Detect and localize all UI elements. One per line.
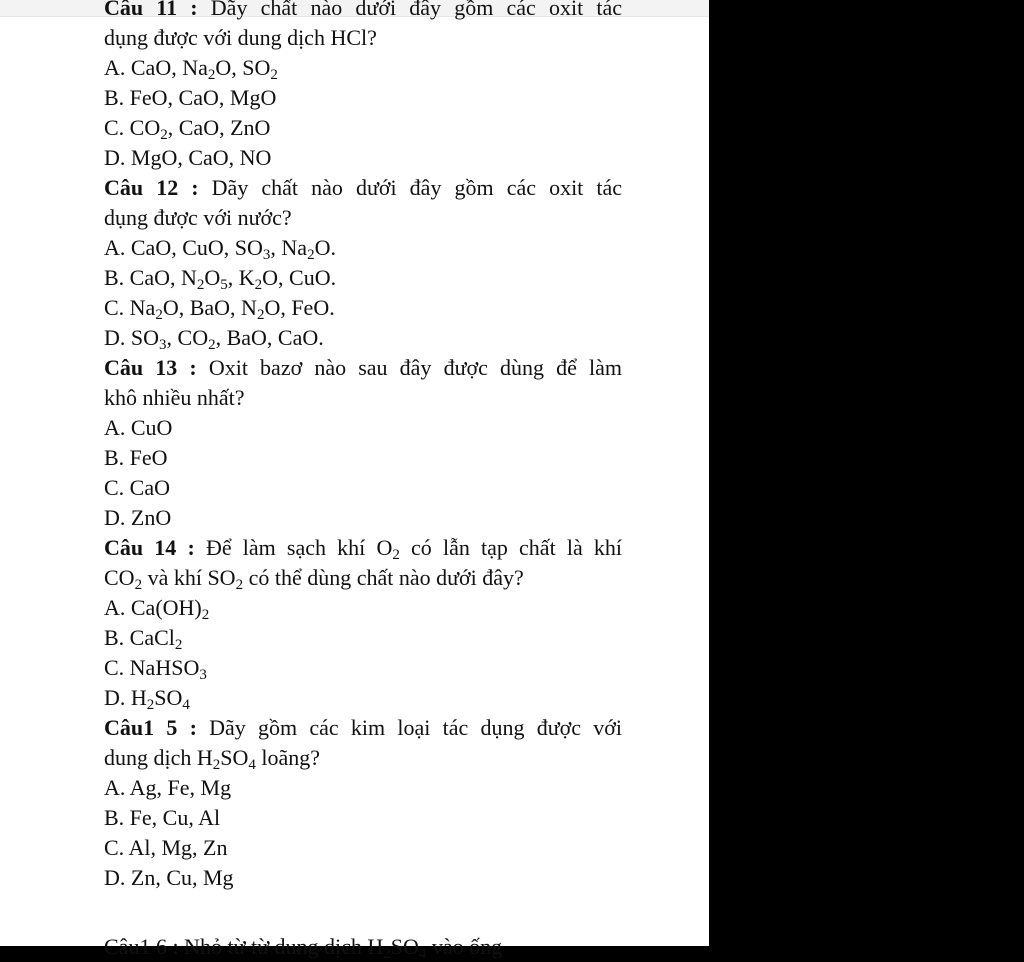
answer-option-c: C. $Na_2O$, BaO, $N_2O$, FeO.	[104, 295, 335, 323]
question-stem-line	[104, 533, 622, 563]
answer-option-a: A. Ag, Fe, Mg	[104, 775, 232, 800]
answer-option-b: B. FeO, CaO, MgO	[104, 85, 277, 110]
question-15	[104, 713, 644, 893]
subscript-digit: 2	[208, 337, 216, 353]
subscript-digit: 3	[262, 247, 271, 263]
answer-option-a: A. CuO	[104, 415, 173, 440]
subscript-digit: 2	[270, 67, 278, 83]
answer-option-c: C. Al, Mg, Zn	[104, 835, 228, 860]
subscript-digit: 2	[134, 577, 143, 593]
subscript-digit: 5	[220, 277, 228, 293]
question-14	[104, 533, 644, 713]
answer-option-d: D. $H_2SO_4$	[104, 685, 190, 713]
subscript-digit: 2	[383, 946, 391, 962]
answer-option-b: B. Fe, Cu, Al	[104, 805, 221, 830]
answer-option-b: B. CaO, $N_2O_5$, $K_2O$, CuO.	[104, 265, 337, 293]
subscript-digit: 2	[196, 277, 205, 293]
answer-option-d: D. $SO_3$, $CO_2$, BaO, CaO.	[104, 325, 324, 353]
question-stem-line	[104, 173, 622, 203]
subscript-digit: 4	[418, 946, 427, 962]
question-label: Câu1 5 :	[104, 715, 197, 740]
subscript-digit: 3	[199, 667, 207, 683]
answer-option-c: C. $CO_2$, CaO, ZnO	[104, 115, 271, 143]
question-11	[104, 0, 644, 173]
question-label: Câu 14 :	[104, 535, 195, 560]
answer-option-b: B. CaCl$_2$	[104, 625, 183, 653]
answer-option-a: A. $Ca(OH)_2$	[104, 595, 210, 623]
subscript-digit: 2	[235, 577, 244, 593]
question-stem-text: Dãy chất nào dưới đây gồm các oxit tác	[211, 175, 623, 200]
question-label: Câu 11 :	[104, 0, 198, 20]
answer-option-a: A. CaO, CuO, $SO_3$, $Na_2O$.	[104, 235, 336, 263]
cutoff-question-16: Câu1 6 : Nhỏ từ từ dung dịch $H_2SO_4$ vào ống	[104, 934, 503, 962]
subscript-digit: 4	[182, 697, 190, 713]
question-stem-text: Để làm sạch khí $O_2$ có lẫn tạp chất là khí	[205, 535, 623, 563]
question-stem-line: dung dịch $H_2SO_4$ loãng?	[104, 745, 321, 773]
answer-option-c: C. CaO	[104, 475, 170, 500]
question-stem-line: $CO_2$ và khí $SO_2$ có thể dùng chất nào dưới đây?	[104, 565, 524, 593]
answer-option-a: A. CaO, $Na_2O$, $SO_2$	[104, 55, 278, 83]
question-stem-line	[104, 0, 622, 23]
question-stem-text: Dãy gồm các kim loại tác dụng được với	[209, 715, 623, 740]
subscript-digit: 2	[392, 547, 400, 563]
subscript-digit: 2	[155, 307, 163, 323]
question-stem-line	[104, 713, 622, 743]
subscript-digit: 2	[146, 697, 155, 713]
answer-option-d: D. MgO, CaO, NO	[104, 145, 272, 170]
question-13	[104, 353, 644, 533]
question-stem-line: dụng được với dung dịch HCl?	[104, 25, 377, 50]
question-stem-line	[104, 353, 622, 383]
question-list	[104, 0, 644, 893]
subscript-digit: 3	[159, 337, 167, 353]
subscript-digit: 4	[248, 757, 256, 773]
question-stem-line: dụng được với nước?	[104, 205, 292, 230]
answer-option-b: B. FeO	[104, 445, 168, 470]
subscript-digit: 2	[201, 607, 210, 623]
question-stem-text: Dãy chất nào dưới đây gồm các oxit tác	[210, 0, 623, 20]
subscript-digit: 2	[307, 247, 315, 263]
question-label: Câu 13 :	[104, 355, 197, 380]
subscript-digit: 2	[207, 67, 216, 83]
subscript-digit: 2	[174, 637, 183, 653]
question-stem-text: Oxit bazơ nào sau đây được dùng để làm	[208, 355, 623, 380]
answer-option-d: D. Zn, Cu, Mg	[104, 865, 234, 890]
subscript-digit: 2	[254, 277, 263, 293]
subscript-digit: 2	[160, 127, 168, 143]
question-12	[104, 173, 644, 353]
answer-option-c: C. NaHSO$_3$	[104, 655, 207, 683]
answer-option-d: D. ZnO	[104, 505, 172, 530]
question-label: Câu 12 :	[104, 175, 199, 200]
subscript-digit: 2	[212, 757, 221, 773]
black-background-panel	[709, 0, 1024, 946]
subscript-digit: 2	[256, 307, 265, 323]
question-stem-line: khô nhiều nhất?	[104, 385, 245, 410]
